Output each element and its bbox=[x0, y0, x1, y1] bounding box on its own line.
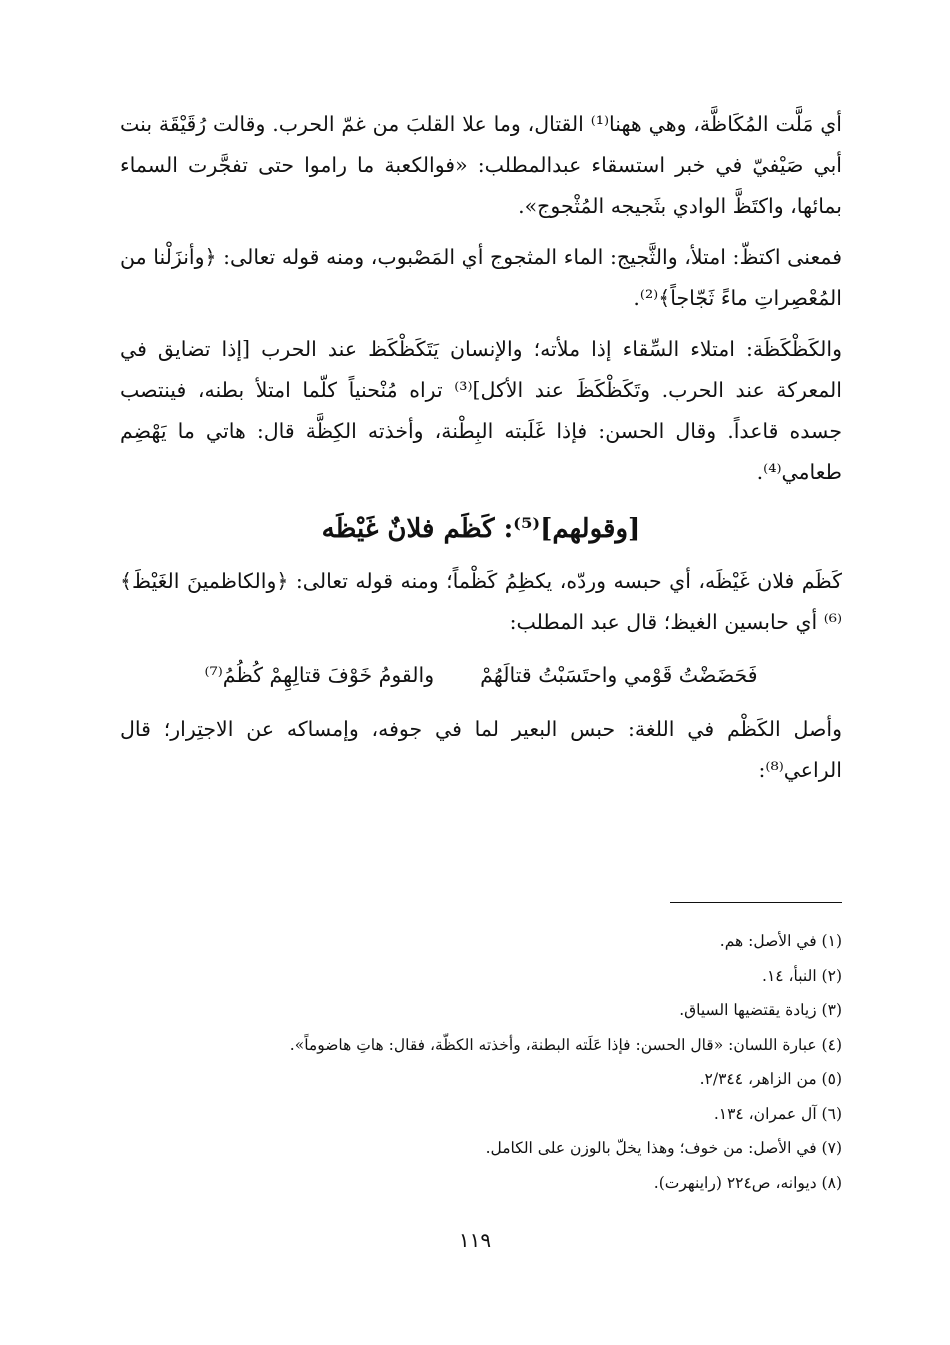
paragraph-2: فمعنى اكتظّ: امتلأ، والثَّجيج: الماء المثجوج أي المَصْبوب، ومنه قوله تعالى: ﴿وأنزَلْنا من المُعْصِراتِ ماءً ثَجّاجاً﴾⁽²⁾. bbox=[120, 245, 842, 310]
footnotes bbox=[122, 924, 842, 1200]
footnote-8: (٨) ديوانه، ص٢٢٤ (راينهرت). bbox=[653, 1173, 842, 1192]
paragraph-5: وأصل الكَظْم في اللغة: حبس البعير لما في جوفه، وإمساكه عن الاجتِرار؛ قال الراعي⁽⁸⁾: bbox=[120, 717, 842, 782]
footnote-1: (١) في الأصل: هم. bbox=[719, 932, 842, 950]
footnote-divider bbox=[670, 902, 842, 903]
paragraph-3: والكَظْكَظَة: امتلاء السِّقاء إذا ملأته؛ والإنسان يَتَكَظْكَظ عند الحرب [إذا تضايق في المعركة عند الحرب. وتَكَظْكَظَ عند الأكل]⁽³⁾ تراه مُنْحنياً كلّما امتلأ بطنه، فينتصب جسده قاعداً. وقال الحسن: فإذا غَلَبته البِطْنة، وأخذته الكِظَّة قال: هاتي ما يَهْضِم طعامي⁽⁴⁾. bbox=[120, 337, 843, 484]
paragraph-4: كَظَم فلان غَيْظَه، أي حبسه وردّه، يكظِمُ كَظْماً؛ ومنه قوله تعالى: ﴿والكاظمينَ الغَيْظَ﴾⁽⁶⁾ أي حابسين الغيظ؛ قال عبد المطلب: bbox=[120, 569, 842, 634]
footnote-5: (٥) من الزاهر، ٢/٣٤٤. bbox=[699, 1070, 842, 1088]
main-text bbox=[120, 104, 842, 801]
footnote-6: (٦) آل عمران، ١٣٤. bbox=[713, 1104, 842, 1123]
page-number: ١١٩ bbox=[458, 1228, 492, 1252]
verse-first-hemistich: فَحَضَضْتُ قَوْمي واحتَسَبْتُ قتالَهُمْ bbox=[480, 663, 758, 687]
verse-second-hemistich: والقومُ خَوْفَ قتالِهِمْ كُظُمُ⁽⁷⁾ bbox=[204, 663, 435, 687]
footnote-7: (٧) في الأصل: من خوف؛ وهذا يخلّ بالوزن على الكامل. bbox=[485, 1139, 842, 1157]
paragraph-1: أي مَلَّت المُكَاظَّة، وهي ههنا⁽¹⁾ القتال، وما علا القلبَ من غمّ الحرب. وقالت رُقَيْقَة بنت أبي صَيْفيّ في خبر استسقاء عبدالمطلب: «فوالكعبة ما راموا حتى تفجَّرت السماء بمائها، واكتَظَّ الوادي بثَجيجه المُثْجوج». bbox=[120, 112, 842, 218]
footnote-4: (٤) عبارة اللسان: «قال الحسن: فإذا عَلَته البطنة، وأخذته الكظّة، فقال: هاتِ هاضوماً». bbox=[289, 1035, 842, 1054]
footnote-3: (٣) زيادة يقتضيها السياق. bbox=[679, 1001, 842, 1019]
section-heading: [وقولهم]⁽⁵⁾: كَظَم فلانٌ غَيْظَه bbox=[321, 514, 641, 544]
poetry-verse bbox=[120, 653, 842, 697]
footnote-2: (٢) النبأ، ١٤. bbox=[762, 966, 842, 985]
